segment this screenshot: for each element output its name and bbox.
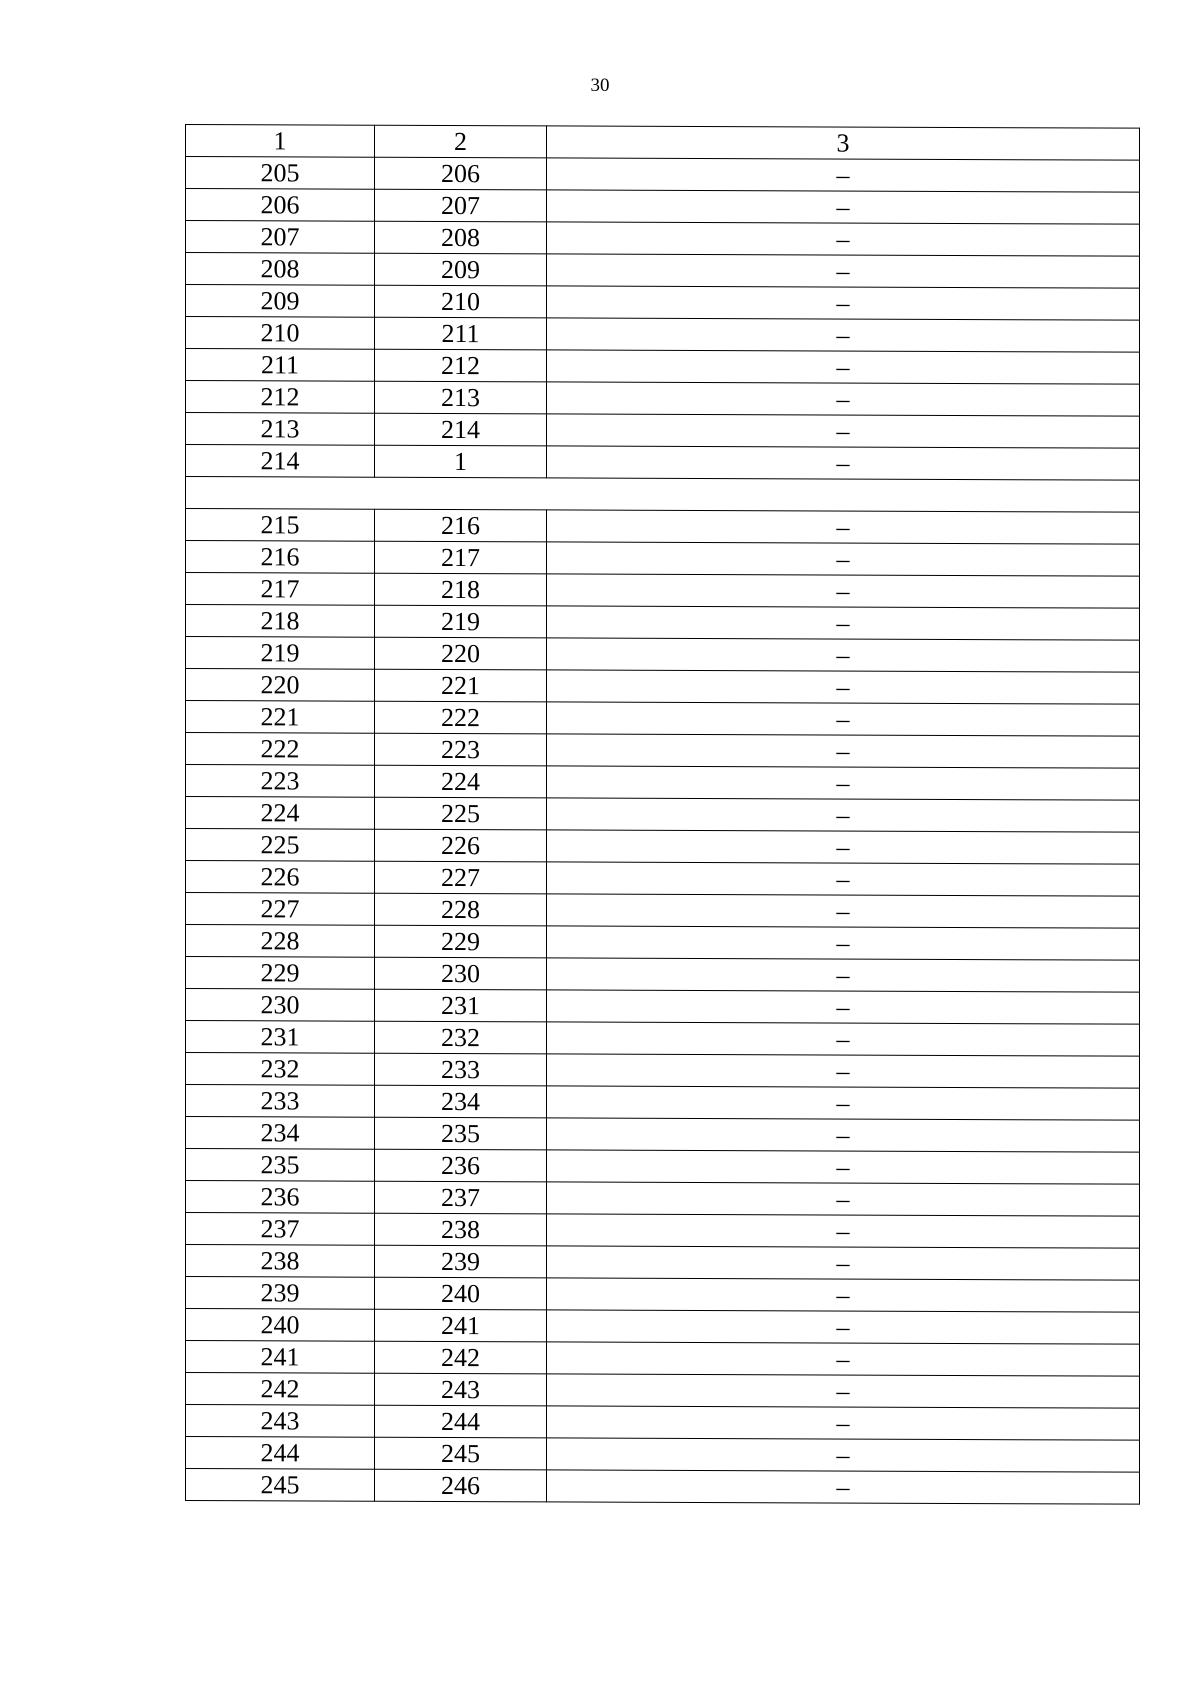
table-row	[186, 189, 1140, 225]
table-cell: 241	[186, 1341, 375, 1374]
table-cell-dash: –	[547, 254, 1140, 288]
table-cell-dash: –	[547, 1182, 1140, 1216]
table-row	[186, 733, 1140, 769]
table-cell-dash: –	[547, 1086, 1140, 1120]
table-cell: 211	[186, 349, 375, 382]
table-row	[186, 285, 1140, 321]
table-cell-dash: –	[547, 862, 1140, 896]
table-cell: 231	[186, 1021, 375, 1054]
table-row	[186, 541, 1140, 577]
table-row	[186, 317, 1140, 353]
table-cell: 216	[186, 541, 375, 574]
table-cell-dash: –	[547, 638, 1140, 672]
table-cell: 210	[186, 317, 375, 350]
table-cell: 205	[186, 157, 375, 190]
table-cell: 209	[375, 253, 547, 286]
table-row	[186, 701, 1140, 737]
data-table	[185, 124, 1140, 1505]
table-cell-dash: –	[547, 414, 1140, 448]
table-cell: 237	[375, 1181, 547, 1214]
table-cell: 233	[375, 1053, 547, 1086]
table-cell: 228	[186, 925, 375, 958]
table-row	[186, 669, 1140, 705]
table-row	[186, 861, 1140, 897]
table-cell: 227	[186, 893, 375, 926]
table-cell: 246	[375, 1469, 547, 1502]
table-cell: 242	[186, 1373, 375, 1406]
table-row	[186, 893, 1140, 929]
table-cell-dash: –	[547, 766, 1140, 800]
table-row	[186, 637, 1140, 673]
table-cell-dash: –	[547, 574, 1140, 608]
table-cell-dash: –	[547, 318, 1140, 352]
table-cell: 236	[186, 1181, 375, 1214]
table-cell: 210	[375, 285, 547, 318]
table-cell: 240	[375, 1277, 547, 1310]
table-row	[186, 1213, 1140, 1249]
table-cell: 226	[186, 861, 375, 894]
table-cell: 206	[375, 157, 547, 190]
table-cell-dash: –	[547, 158, 1140, 192]
table-row	[186, 1277, 1140, 1313]
table-cell-dash: –	[547, 990, 1140, 1024]
table-cell: 218	[186, 605, 375, 638]
table-cell-dash: –	[547, 286, 1140, 320]
table-row	[186, 1085, 1140, 1121]
table-cell: 245	[186, 1469, 375, 1502]
table-cell: 221	[375, 669, 547, 702]
table-row	[186, 413, 1140, 449]
table-body	[186, 125, 1140, 1505]
table-cell-dash: –	[547, 222, 1140, 256]
table-cell: 232	[186, 1053, 375, 1086]
table-cell: 243	[375, 1373, 547, 1406]
table-cell: 231	[375, 989, 547, 1022]
table-cell: 241	[375, 1309, 547, 1342]
table-cell-dash: –	[547, 1406, 1140, 1440]
table-cell-dash: –	[547, 606, 1140, 640]
table-cell: 207	[375, 189, 547, 222]
table-cell: 244	[375, 1405, 547, 1438]
table-row	[186, 1149, 1140, 1185]
table-cell-dash: –	[547, 1214, 1140, 1248]
column-header: 1	[186, 125, 375, 158]
table-cell: 226	[375, 829, 547, 862]
table-cell: 221	[186, 701, 375, 734]
table-cell: 219	[186, 637, 375, 670]
table-cell: 235	[186, 1149, 375, 1182]
table-row	[186, 221, 1140, 257]
table-cell: 229	[186, 957, 375, 990]
table-cell: 213	[186, 413, 375, 446]
table-row	[186, 381, 1140, 417]
table-cell: 224	[375, 765, 547, 798]
table-cell: 234	[375, 1085, 547, 1118]
table-cell: 215	[186, 509, 375, 542]
page-number: 30	[590, 75, 610, 96]
table-cell: 213	[375, 381, 547, 414]
table-cell: 229	[375, 925, 547, 958]
table-cell-dash: –	[547, 446, 1140, 480]
table-row	[186, 1245, 1140, 1281]
table-row	[186, 1437, 1140, 1473]
column-header: 2	[375, 125, 547, 158]
table-cell-dash: –	[547, 1118, 1140, 1152]
table-cell: 242	[375, 1341, 547, 1374]
table-cell-dash: –	[547, 734, 1140, 768]
table-cell-dash: –	[547, 190, 1140, 224]
table-cell-dash: –	[547, 1022, 1140, 1056]
table-header-row	[186, 125, 1140, 161]
table-cell-dash: –	[547, 670, 1140, 704]
table-row	[186, 445, 1140, 481]
table-cell: 217	[375, 541, 547, 574]
column-header: 3	[547, 126, 1140, 160]
table-cell: 216	[375, 509, 547, 542]
table-row	[186, 349, 1140, 385]
table-cell: 224	[186, 797, 375, 830]
table-row	[186, 1021, 1140, 1057]
table-cell: 222	[375, 701, 547, 734]
table-cell: 240	[186, 1309, 375, 1342]
table-cell: 223	[375, 733, 547, 766]
table-cell-dash: –	[547, 1470, 1140, 1504]
table-cell: 228	[375, 893, 547, 926]
table-cell: 218	[375, 573, 547, 606]
table-cell-dash: –	[547, 958, 1140, 992]
table-cell: 225	[186, 829, 375, 862]
table-cell: 227	[375, 861, 547, 894]
table-cell-dash: –	[547, 350, 1140, 384]
table-row	[186, 509, 1140, 545]
table-cell-dash: –	[547, 830, 1140, 864]
table-cell-dash: –	[547, 926, 1140, 960]
table-row	[186, 797, 1140, 833]
table-cell-dash: –	[547, 1054, 1140, 1088]
table-row	[186, 925, 1140, 961]
table-cell: 207	[186, 221, 375, 254]
table-cell: 222	[186, 733, 375, 766]
table-cell: 238	[375, 1213, 547, 1246]
table-cell: 233	[186, 1085, 375, 1118]
table-cell: 1	[375, 445, 547, 478]
table-row	[186, 1373, 1140, 1409]
table-cell: 206	[186, 189, 375, 222]
table-cell: 225	[375, 797, 547, 830]
table-cell: 219	[375, 605, 547, 638]
table-cell-dash: –	[547, 798, 1140, 832]
table-row	[186, 1117, 1140, 1153]
empty-merged-cell	[186, 477, 1140, 513]
table-row	[186, 157, 1140, 193]
table-cell: 220	[186, 669, 375, 702]
table-cell: 232	[375, 1021, 547, 1054]
table-cell: 208	[186, 253, 375, 286]
table-cell: 234	[186, 1117, 375, 1150]
table-cell: 220	[375, 637, 547, 670]
table-row	[186, 1053, 1140, 1089]
table-cell: 214	[186, 445, 375, 478]
table-cell: 223	[186, 765, 375, 798]
table-row	[186, 573, 1140, 609]
table-cell-dash: –	[547, 510, 1140, 544]
table-cell-dash: –	[547, 1150, 1140, 1184]
table-row	[186, 765, 1140, 801]
table-row	[186, 605, 1140, 641]
table-cell: 237	[186, 1213, 375, 1246]
table-cell: 243	[186, 1405, 375, 1438]
table-cell: 212	[375, 349, 547, 382]
table-cell: 208	[375, 221, 547, 254]
table-cell: 245	[375, 1437, 547, 1470]
table-cell: 239	[186, 1277, 375, 1310]
table-cell: 214	[375, 413, 547, 446]
table-row	[186, 829, 1140, 865]
table-cell: 211	[375, 317, 547, 350]
table-cell: 239	[375, 1245, 547, 1278]
table-cell-dash: –	[547, 382, 1140, 416]
table-row	[186, 989, 1140, 1025]
table-row	[186, 1181, 1140, 1217]
table-cell-dash: –	[547, 894, 1140, 928]
table-cell: 244	[186, 1437, 375, 1470]
table-cell-dash: –	[547, 702, 1140, 736]
table-cell: 209	[186, 285, 375, 318]
table-separator-row	[186, 477, 1140, 513]
table-cell: 230	[186, 989, 375, 1022]
table-cell-dash: –	[547, 1438, 1140, 1472]
table-cell: 236	[375, 1149, 547, 1182]
table-cell: 212	[186, 381, 375, 414]
table-cell-dash: –	[547, 1246, 1140, 1280]
table-cell-dash: –	[547, 1310, 1140, 1344]
table-cell-dash: –	[547, 1342, 1140, 1376]
table-cell-dash: –	[547, 1374, 1140, 1408]
table-cell-dash: –	[547, 1278, 1140, 1312]
table-row	[186, 957, 1140, 993]
table-cell-dash: –	[547, 542, 1140, 576]
table-row	[186, 1341, 1140, 1377]
table-cell: 235	[375, 1117, 547, 1150]
table-row	[186, 1309, 1140, 1345]
table-cell: 230	[375, 957, 547, 990]
table-row	[186, 1405, 1140, 1441]
table-row	[186, 1469, 1140, 1505]
table-cell: 238	[186, 1245, 375, 1278]
table-cell: 217	[186, 573, 375, 606]
table-row	[186, 253, 1140, 289]
